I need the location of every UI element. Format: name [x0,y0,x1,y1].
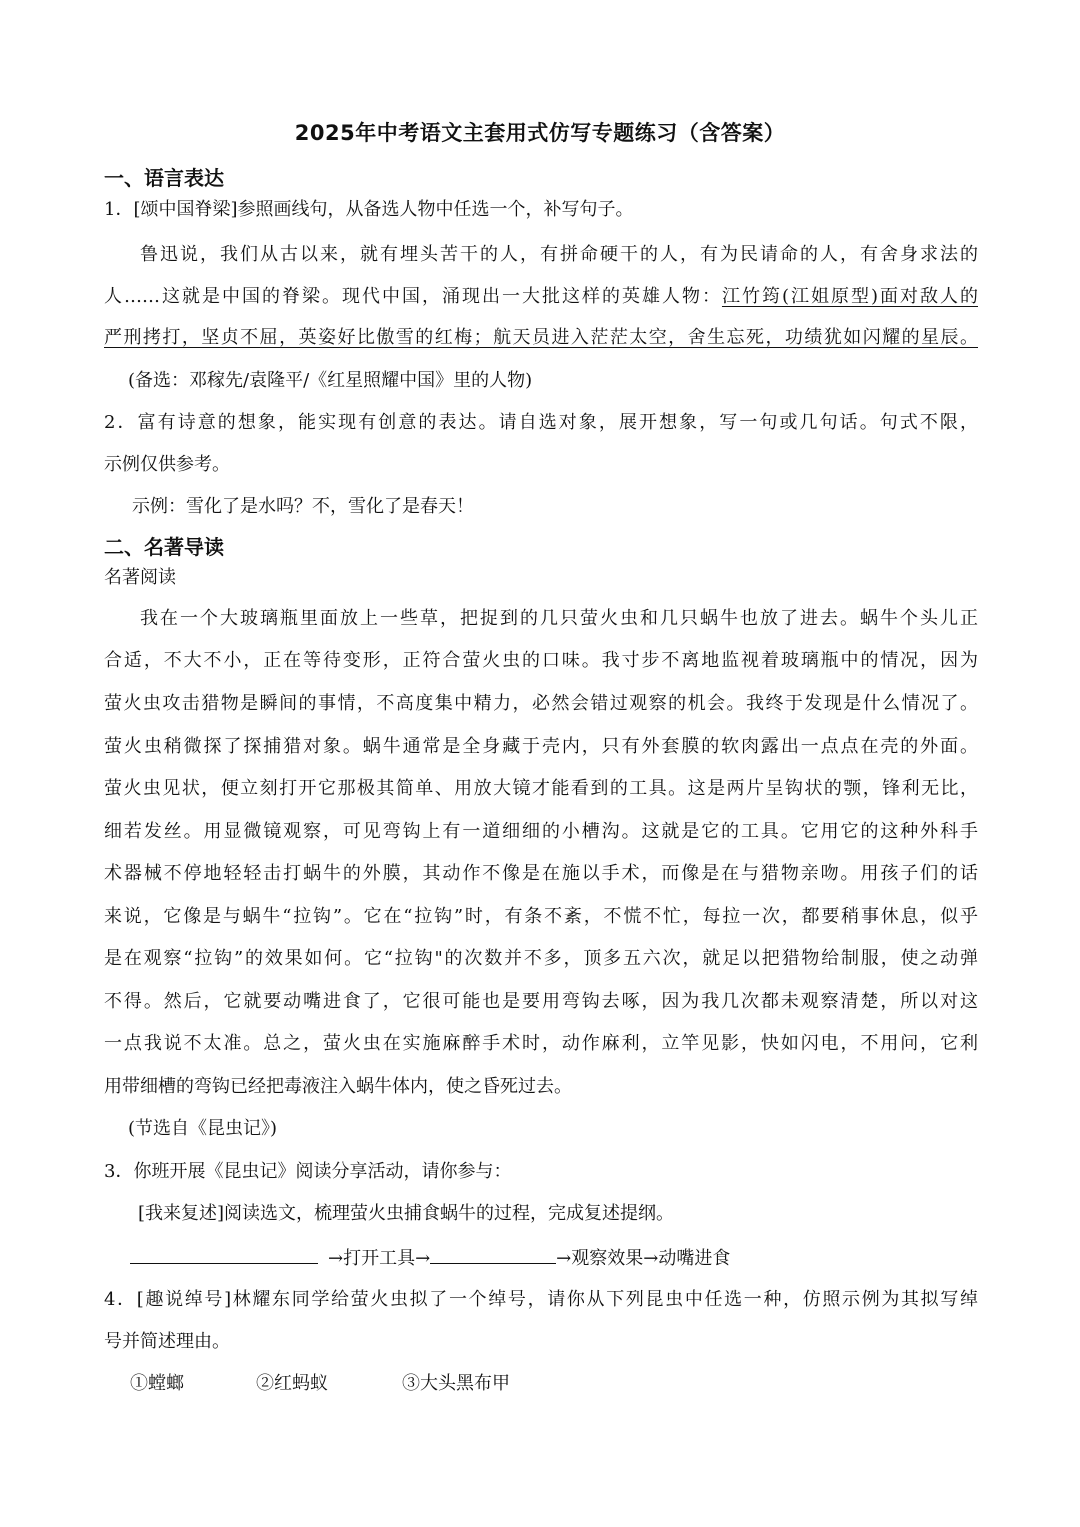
passage-line: 术器械不停地轻轻击打蜗牛的外膜，其动作不像是在施以手术，而像是在与猎物亲吻。用孩子们的话 [104,863,978,884]
passage-line: 萤火虫见状，便立刻打开它那极其简单、用放大镜才能看到的工具。这是两片呈钩状的颚，锋利无比， [104,778,978,799]
passage-line: 萤火虫攻击猎物是瞬间的事情，不高度集中精力，必然会错过观察的机会。我终于发现是什么情况了。 [104,693,978,714]
passage-source: (节选自《昆虫记》) [128,1118,278,1139]
passage-line: 用带细槽的弯钩已经把毒液注入蜗牛体内，使之昏死过去。 [104,1076,572,1097]
q2-stem-line-2: 示例仅供参考。 [104,454,230,475]
q4-option-beetle: ③大头黑布甲 [402,1373,510,1394]
section-heading-classics: 二、名著导读 [104,535,224,559]
q3-task: [我来复述]阅读选文，梳理萤火虫捕食蜗牛的过程，完成复述提纲。 [138,1203,675,1224]
passage-line: 是在观察“拉钩”的效果如何。它“拉钩"的次数并不多，顶多五六次，就足以把猎物给制服，使之动弹 [104,948,978,969]
q1-underlined-sentence-start: 江竹筠(江姐原型)面对敌人的 [721,286,978,307]
outline-step-open-tool: →打开工具→ [328,1248,431,1269]
q4-option-mantis: ①螳螂 [130,1373,184,1394]
q4-stem-line-1: 4．[趣说绰号]林耀东同学给萤火虫拟了一个绰号，请你从下列昆虫中任选一种，仿照示例为其拟写绰 [104,1289,978,1310]
passage-line: 我在一个大玻璃瓶里面放上一些草，把捉到的几只萤火虫和几只蜗牛也放了进去。蜗牛个头儿正 [140,608,978,629]
q1-paragraph-line-2-text: 人……这就是中国的脊梁。现代中国，涌现出一大批这样的英雄人物： [104,286,722,307]
q3-stem: 3．你班开展《昆虫记》阅读分享活动，请你参与： [104,1161,512,1182]
document-title: 2025年中考语文主套用式仿写专题练习（含答案） [294,121,786,145]
q1-paragraph-line-1: 鲁迅说，我们从古以来，就有埋头苦干的人，有拼命硬干的人，有为民请命的人，有舍身求法的 [140,244,978,265]
answer-blank-2[interactable] [430,1245,556,1264]
passage-line: 细若发丝。用显微镜观察，可见弯钩上有一道细细的小槽沟。这就是它的工具。它用它的这种外科手 [104,821,978,842]
passage-line: 合适，不大不小，正在等待变形，正符合萤火虫的口味。我寸步不离地监视着玻璃瓶中的情况，因为 [104,650,978,671]
passage-line: 一点我说不太准。总之，萤火虫在实施麻醉手术时，动作麻利，立竿见影，快如闪电，不用问，它利 [104,1033,978,1054]
outline-step-observe-eat: →观察效果→动嘴进食 [556,1248,731,1269]
q2-example: 示例：雪化了是水吗？不，雪化了是春天！ [132,496,474,517]
q1-stem: 1．[颂中国脊梁]参照画线句，从备选人物中任选一个，补写句子。 [104,199,634,220]
passage-subheading: 名著阅读 [104,567,176,588]
answer-blank-1[interactable] [130,1245,318,1264]
passage-line: 萤火虫稍微探了探捕猎对象。蜗牛通常是全身藏于壳内，只有外套膜的软肉露出一点点在壳的外面。 [104,736,978,757]
passage-line: 来说，它像是与蜗牛“拉钩”。它在“拉钩”时，有条不紊，不慌不忙，每拉一次，都要稍事休息，似乎 [104,906,978,927]
q4-stem-line-2: 号并简述理由。 [104,1331,230,1352]
section-heading-language: 一、语言表达 [104,166,224,190]
q2-stem-line-1: 2．富有诗意的想象，能实现有创意的表达。请自选对象，展开想象，写一句或几句话。句式不限， [104,412,978,433]
passage-line: 不得。然后，它就要动嘴进食了，它很可能也是要用弯钩去啄，因为我几次都未观察清楚，所以对这 [104,991,978,1012]
q3-outline [130,1245,978,1271]
q1-paragraph-line-2 [104,285,978,309]
q1-options: (备选：邓稼先/袁隆平/《红星照耀中国》里的人物) [128,370,533,391]
q4-option-red-ant: ②红蚂蚁 [256,1373,328,1394]
q1-underlined-sentence-end: 严刑拷打，坚贞不屈，英姿好比傲雪的红梅；航天员进入茫茫太空，舍生忘死，功绩犹如闪耀的星辰。 [104,327,978,348]
